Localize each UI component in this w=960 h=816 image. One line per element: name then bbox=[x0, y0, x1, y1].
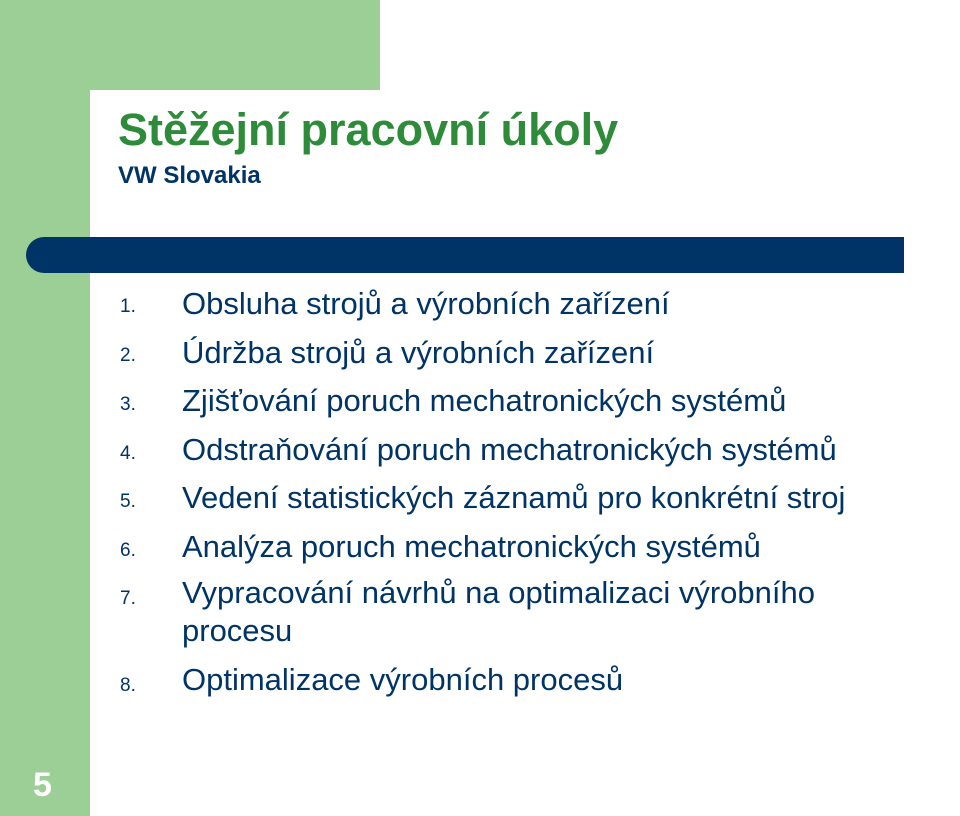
list-item-number: 7. bbox=[120, 588, 136, 609]
list-item-number: 1. bbox=[120, 296, 136, 317]
list-item-text: Obsluha strojů a výrobních zařízení bbox=[182, 286, 670, 321]
top-green-band bbox=[0, 0, 380, 90]
slide-title: Stěžejní pracovní úkoly bbox=[118, 104, 619, 155]
list-item-number: 5. bbox=[120, 491, 136, 512]
page-number: 5 bbox=[33, 766, 52, 804]
list-item-number: 2. bbox=[120, 345, 136, 366]
list-item-number: 6. bbox=[120, 540, 136, 561]
list-item-text: Analýza poruch mechatronických systémů bbox=[182, 529, 761, 564]
list-item-number: 8. bbox=[120, 675, 136, 696]
list-item-text-continuation: procesu bbox=[182, 613, 293, 648]
list-item-number: 4. bbox=[120, 443, 136, 464]
list-item-text: Údržba strojů a výrobních zařízení bbox=[182, 335, 655, 370]
left-green-band bbox=[0, 0, 90, 816]
list-item-number: 3. bbox=[120, 394, 136, 415]
title-divider-bar bbox=[26, 237, 904, 273]
slide-subtitle: VW Slovakia bbox=[118, 162, 261, 189]
list-item-text: Zjišťování poruch mechatronických systémů bbox=[182, 383, 787, 418]
list-item-text: Vedení statistických záznamů pro konkrétní stroj bbox=[182, 480, 846, 515]
list-item-text: Odstraňování poruch mechatronických systémů bbox=[182, 432, 837, 467]
list-item-text: Vypracování návrhů na optimalizaci výrobního bbox=[182, 575, 815, 610]
list-item-text: Optimalizace výrobních procesů bbox=[182, 662, 624, 697]
